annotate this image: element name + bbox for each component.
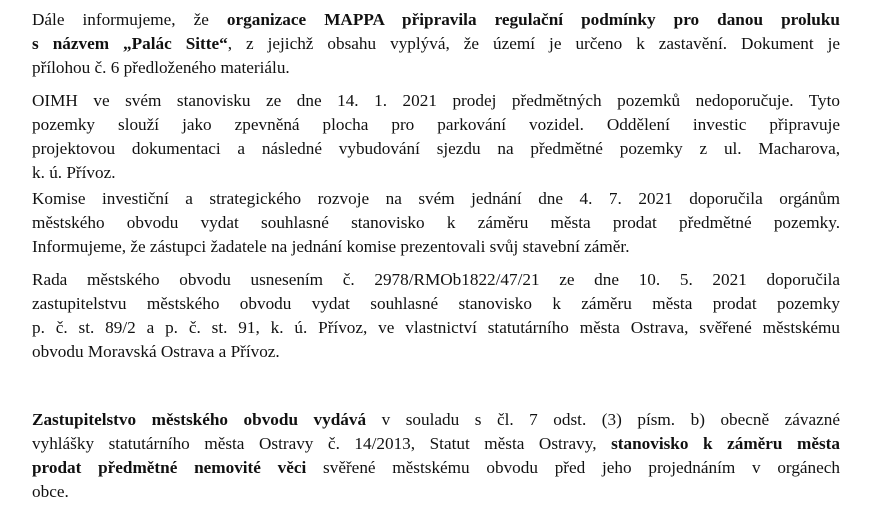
bold-text: s názvem „Palác Sitte“ xyxy=(32,34,228,53)
text-run: zastupitelstvu městského obvodu vydat souhlasné stanovisko k záměru města prodat pozemky xyxy=(32,294,840,313)
text-line xyxy=(32,56,840,80)
text-run: obce. xyxy=(32,482,69,501)
text-line xyxy=(32,161,840,185)
text-run: p. č. st. 89/2 a p. č. st. 91, k. ú. Přívoz, ve vlastnictví statutárního města Ostrava, svěřené městskému xyxy=(32,318,840,337)
bold-text: stanovisko k záměru města xyxy=(611,434,840,453)
paragraph-komise xyxy=(32,187,840,259)
text-run: Komise investiční a strategického rozvoje na svém jednání dne 4. 7. 2021 doporučila orgánům xyxy=(32,189,840,208)
text-run: v souladu s čl. 7 odst. (3) písm. b) obecně závazné xyxy=(366,410,840,429)
text-run: obvodu Moravská Ostrava a Přívoz. xyxy=(32,342,280,361)
text-run: k. ú. Přívoz. xyxy=(32,163,116,182)
bold-text: Zastupitelstvo městského obvodu vydává xyxy=(32,410,367,429)
text-line xyxy=(32,408,840,432)
text-line xyxy=(32,316,840,340)
text-run: Dále informujeme, že xyxy=(32,10,227,29)
text-line xyxy=(32,113,840,137)
text-run: Rada městského obvodu usnesením č. 2978/RMOb1822/47/21 ze dne 10. 5. 2021 doporučila xyxy=(32,270,840,289)
text-line xyxy=(32,340,840,364)
text-line xyxy=(32,137,840,161)
paragraph-zastupitelstvo xyxy=(32,408,840,504)
text-run: vyhlášky statutárního města Ostravy č. 14/2013, Statut města Ostravy, xyxy=(32,434,612,453)
text-line xyxy=(32,8,840,32)
text-line xyxy=(32,89,840,113)
text-run: pozemky slouží jako zpevněná plocha pro parkování vozidel. Oddělení investic připravuje xyxy=(32,115,840,134)
bold-text: prodat předmětné nemovité věci xyxy=(32,458,307,477)
text-run: svěřené městskému obvodu před jeho projednáním v orgánech xyxy=(306,458,840,477)
text-run: OIMH ve svém stanovisku ze dne 14. 1. 2021 prodej předmětných pozemků nedoporučuje. Tyto xyxy=(32,91,840,110)
bold-text: organizace MAPPA připravila regulační podmínky pro danou proluku xyxy=(226,10,840,29)
text-line xyxy=(32,292,840,316)
paragraph-rada xyxy=(32,268,840,364)
text-line xyxy=(32,268,840,292)
text-run: , z jejichž obsahu vyplývá, že území je určeno k zastavění. Dokument je xyxy=(227,34,840,53)
paragraph-oimh xyxy=(32,89,840,185)
text-line xyxy=(32,480,840,504)
text-line xyxy=(32,235,840,259)
text-line xyxy=(32,432,840,456)
text-run: městského obvodu vydat souhlasné stanovisko k záměru města prodat předmětné pozemky. xyxy=(32,213,840,232)
text-line xyxy=(32,456,840,480)
text-run: Informujeme, že zástupci žadatele na jednání komise prezentovali svůj stavební záměr. xyxy=(32,237,630,256)
text-line xyxy=(32,211,840,235)
text-line xyxy=(32,187,840,211)
text-run: přílohou č. 6 předloženého materiálu. xyxy=(32,58,290,77)
paragraph-mappa xyxy=(32,8,840,80)
text-line xyxy=(32,32,840,56)
text-run: projektovou dokumentaci a následné vybudování sjezdu na předmětné pozemky z ul. Macharova, xyxy=(32,139,840,158)
